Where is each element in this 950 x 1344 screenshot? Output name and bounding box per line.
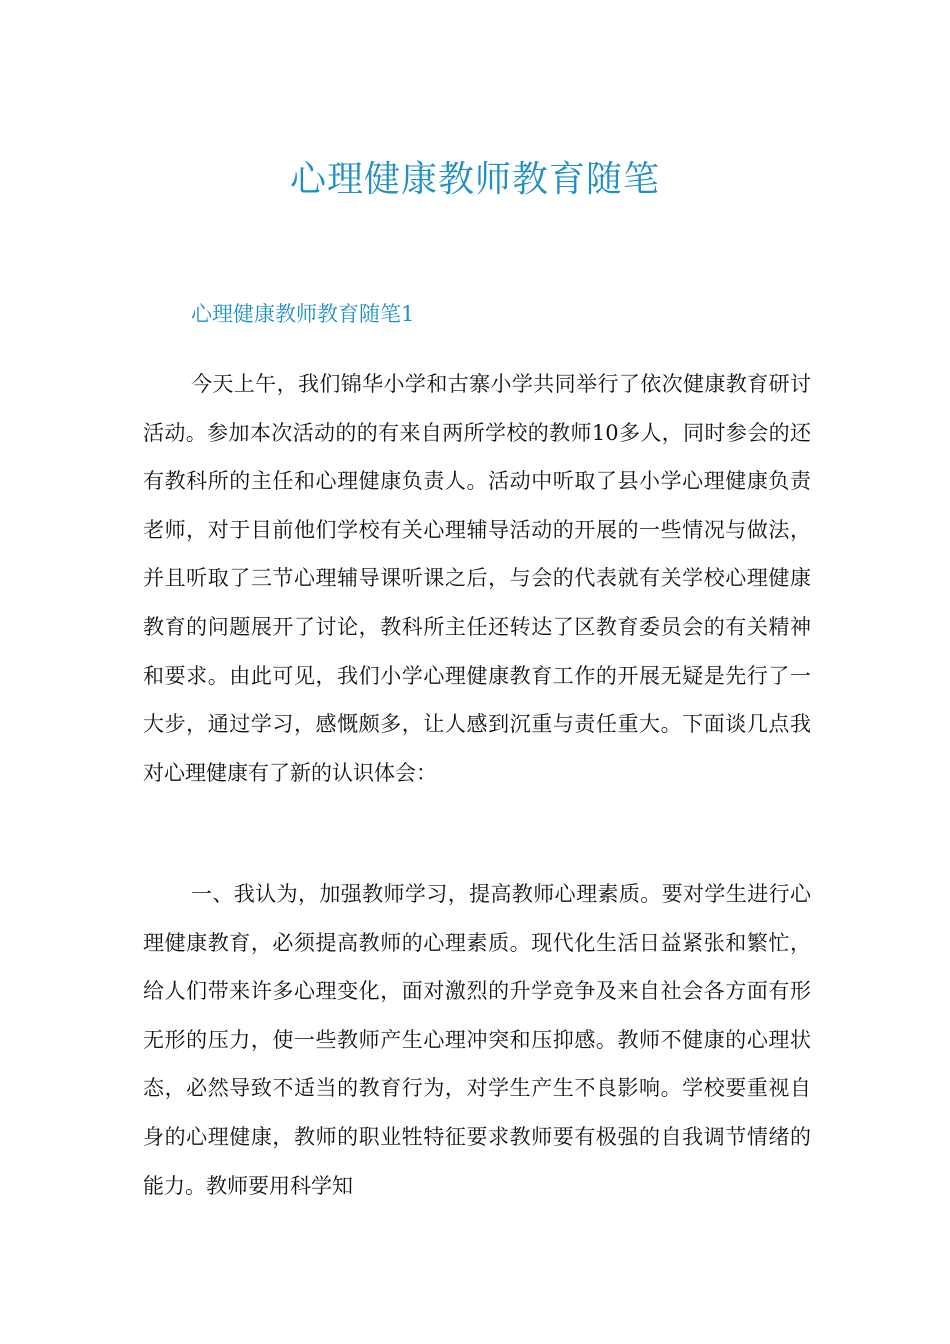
document-title: 心理健康教师教育随笔 [289, 159, 660, 200]
paragraph-intro: 今天上午，我们锦华小学和古寨小学共同举行了依次健康教育研讨活动。参加本次活动的的有来自两所学校的教师10多人，同时参会的还有教科所的主任和心理健康负责人。活动中听取了县小学心理健康负责老师，对于目前他们学校有关心理辅导活动的开展的一些情况与做法，并且听取了三节心理辅导课听课之后，与会的代表就有关学校心理健康教育的问题展开了讨论，教科所主任还转达了区教育委员会的有关精神和要求。由此可见，我们小学心理健康教育工作的开展无疑是先行了一大步，通过学习，感慨颇多，让人感到沉重与责任重大。下面谈几点我对心理健康有了新的认识体会： [143, 372, 811, 785]
section-heading: 心理健康教师教育随笔1 [191, 302, 415, 326]
paragraph-point-one: 一、我认为，加强教师学习，提高教师心理素质。要对学生进行心理健康教育，必须提高教师的心理素质。现代化生活日益紧张和繁忙，给人们带来许多心理变化，面对激烈的升学竞争及来自社会各方面有形无形的压力，使一些教师产生心理冲突和压抑感。教师不健康的心理状态，必然导致不适当的教育行为，对学生产生不良影响。学校要重视自身的心理健康，教师的职业牲特征要求教师要有极强的自我调节情绪的能力。教师要用科学知 [143, 882, 811, 1198]
